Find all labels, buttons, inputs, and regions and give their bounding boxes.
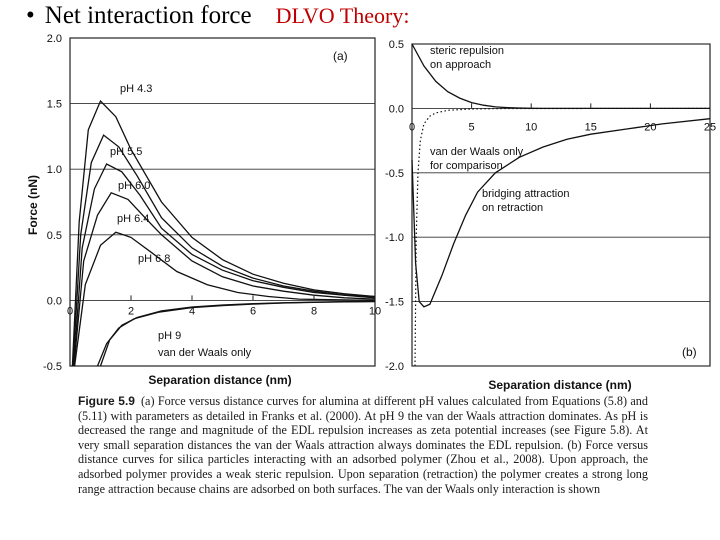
- panel-a-ytick-label: 0.0: [46, 295, 62, 308]
- panel-b-xtick-label: 20: [644, 121, 657, 134]
- figure-caption: [78, 394, 648, 496]
- panel-a-annotation: pH 4.3: [120, 83, 153, 95]
- bullet: •: [26, 2, 35, 29]
- panel-b-ytick-label: -1.5: [385, 296, 404, 309]
- panel-b-annotation-cont: on approach: [430, 59, 492, 71]
- panel-b-chart: [385, 39, 716, 392]
- panel-a-xtick-label: 2: [127, 305, 135, 318]
- panel-a-ytick-label: -0.5: [43, 361, 62, 373]
- panel-b-annotation-cont: on retraction: [482, 202, 544, 214]
- panel-a-xlabel: Separation distance (nm): [148, 373, 292, 387]
- panel-a-annotation: pH 5.5: [110, 146, 143, 158]
- panel-a-ylabel: Force (nN): [26, 175, 40, 235]
- panel-a-xtick-label: 0: [66, 305, 74, 318]
- panel-b-xtick-label: 10: [525, 121, 538, 134]
- panel-a-chart: [26, 33, 381, 387]
- panel-a-ytick-label: 0.5: [46, 229, 62, 242]
- panel-b-frame: [412, 44, 710, 366]
- panel-a-annotation: pH 6.8: [138, 253, 171, 265]
- panel-b-ytick-label: 0.0: [388, 103, 404, 116]
- panel-a-ytick-label: 1.0: [46, 164, 62, 177]
- panel-a-xtick-label: 8: [310, 305, 318, 318]
- panel-b-annotation: bridging attraction: [482, 188, 570, 200]
- panel-a-annotation: pH 6.4: [117, 213, 150, 225]
- panel-a-xtick-label: 6: [249, 305, 257, 318]
- panel-b-xlabel: Separation distance (nm): [488, 378, 632, 392]
- panel-b-ytick-label: 0.5: [388, 39, 404, 51]
- dlvo-subtitle: DLVO Theory:: [275, 3, 410, 28]
- panel-a-series-line-4: [75, 232, 375, 366]
- panel-b-annotation-cont: for comparison: [430, 160, 503, 172]
- panel-b-ytick-label: -1.0: [385, 232, 404, 245]
- panel-b-xtick-label: 25: [703, 121, 717, 134]
- panel-b-xtick-label: 15: [584, 121, 597, 134]
- caption-text: (a) Force versus distance curves for alumina at different pH values calculated from Equations (5.8) and (5.11) with parameters as detailed in Franks et al. (2000). At pH 9 the van der Waals attraction dominates. As pH is decreased the range and magnitude of the EDL repulsion increases as zeta potential increases (see Figure 5.8). At very small separation distances the van der Waals attraction always dominates the EDL repulsion. (b) Force versus distance curves for silica particles interacting with an adsorbed polymer (Zhou et al., 2008). Upon approach, the adsorbed polymer provides a weak steric repulsion. Upon separation (retraction) the polymer creates a strong long range attraction because chains are adsorbed on both surfaces. The van der Waals only interaction is shown: [78, 394, 648, 496]
- panel-a-annotation: van der Waals only: [158, 347, 252, 359]
- panel-b-xtick-label: 5: [468, 121, 475, 134]
- panel-a-annotation: pH 6.0: [118, 180, 151, 192]
- panel-b-annotation: van der Waals only: [430, 146, 524, 158]
- panel-b-annotation: steric repulsion: [430, 45, 504, 57]
- panel-a-series-line-2: [74, 164, 375, 366]
- panel-b-ytick-label: -0.5: [385, 167, 404, 180]
- panel-b-ytick-label: -2.0: [385, 361, 404, 373]
- panel-b-label: (b): [682, 345, 697, 359]
- panel-a-ytick-label: 1.5: [46, 98, 62, 111]
- panel-a-xtick-label: 10: [368, 305, 382, 318]
- panel-a-frame: [70, 38, 375, 366]
- panel-a-xtick-label: 4: [188, 305, 196, 318]
- panel-b-xtick-label: 0: [408, 121, 416, 134]
- panel-a-label: (a): [333, 49, 348, 63]
- panel-a-annotation: pH 9: [158, 330, 182, 342]
- title-text: Net interaction force: [44, 2, 252, 29]
- caption-label: Figure 5.9: [78, 394, 135, 408]
- panel-a-ytick-label: 2.0: [46, 33, 62, 45]
